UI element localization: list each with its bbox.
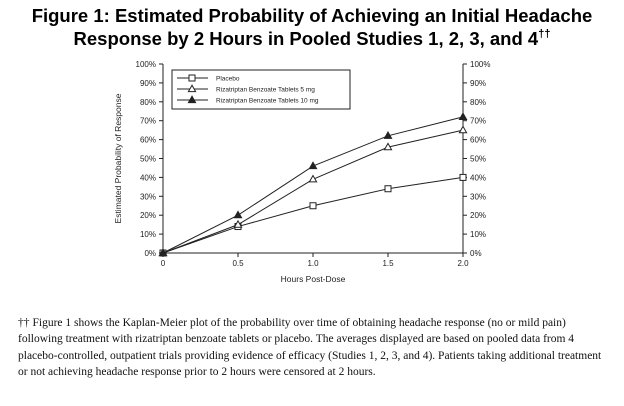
y-tick-label-left: 100% bbox=[135, 60, 156, 69]
y-tick-label-left: 60% bbox=[139, 135, 156, 145]
x-tick-label: 0.5 bbox=[232, 259, 244, 268]
legend-label-1: Placebo bbox=[216, 75, 240, 83]
figure-title-line-2-text: Response by 2 Hours in Pooled Studies 1, 2, 3, and 4 bbox=[73, 28, 539, 49]
y-tick-label-right: 10% bbox=[470, 230, 487, 240]
y-tick-label-right: 30% bbox=[470, 192, 487, 202]
x-tick-label: 2.0 bbox=[457, 259, 469, 268]
data-point-series-3 bbox=[459, 113, 466, 119]
y-tick-label-left: 70% bbox=[139, 116, 156, 126]
series-line-1 bbox=[163, 177, 463, 253]
y-tick-label-left: 20% bbox=[139, 211, 156, 221]
title-footnote-mark: †† bbox=[538, 28, 551, 40]
data-point-series-3 bbox=[234, 211, 241, 217]
x-tick-label: 1.0 bbox=[307, 259, 319, 268]
x-axis-title: Hours Post-Dose bbox=[280, 274, 346, 284]
y-tick-label-right: 20% bbox=[470, 211, 487, 221]
series-line-3 bbox=[163, 117, 463, 253]
y-tick-label-left: 0% bbox=[144, 249, 156, 258]
legend-marker-1 bbox=[189, 75, 195, 81]
legend-label-3: Rizatriptan Benzoate Tablets 10 mg bbox=[216, 97, 319, 105]
data-point-series-1 bbox=[385, 186, 391, 192]
y-tick-label-left: 30% bbox=[139, 192, 156, 202]
y-tick-label-right: 40% bbox=[470, 173, 487, 183]
x-tick-label: 0 bbox=[160, 259, 166, 268]
legend-label-2: Rizatriptan Benzoate Tablets 5 mg bbox=[216, 86, 315, 94]
y-tick-label-right: 60% bbox=[470, 135, 487, 145]
y-tick-label-right: 80% bbox=[470, 97, 487, 107]
footnote bbox=[18, 315, 608, 380]
series-line-2 bbox=[163, 130, 463, 253]
y-tick-label-left: 80% bbox=[139, 97, 156, 107]
y-tick-label-left: 10% bbox=[139, 230, 156, 240]
y-tick-label-left: 90% bbox=[139, 78, 156, 88]
y-tick-label-left: 40% bbox=[139, 173, 156, 183]
y-tick-label-left: 50% bbox=[139, 154, 156, 164]
y-axis-title: Estimated Probability of Response bbox=[113, 93, 123, 224]
y-tick-label-right: 50% bbox=[470, 154, 487, 164]
y-tick-label-right: 0% bbox=[470, 249, 482, 258]
data-point-series-2 bbox=[459, 126, 466, 132]
data-point-series-1 bbox=[310, 203, 316, 209]
y-tick-label-right: 100% bbox=[470, 60, 491, 69]
y-tick-label-right: 90% bbox=[470, 78, 487, 88]
figure-title-line-1: Figure 1: Estimated Probability of Achieving an Initial Headache bbox=[31, 5, 593, 26]
x-tick-label: 1.5 bbox=[382, 259, 394, 268]
y-tick-label-right: 70% bbox=[470, 116, 487, 126]
footnote-text: Figure 1 shows the Kaplan-Meier plot of the probability over time of obtaining headache response (no or mild pain) following treatment with rizatriptan benzoate tablets or placebo. The averages displayed are based on pooled data from 4 placebo-controlled, outpatient trials providing evidence of efficacy (Studies 1, 2, 3, and 4). Patients taking additional treatment or not achieving headache response prior to 2 hours were censored at 2 hours. bbox=[18, 317, 602, 378]
data-point-series-1 bbox=[460, 174, 466, 180]
footnote-marker: †† bbox=[18, 317, 30, 329]
